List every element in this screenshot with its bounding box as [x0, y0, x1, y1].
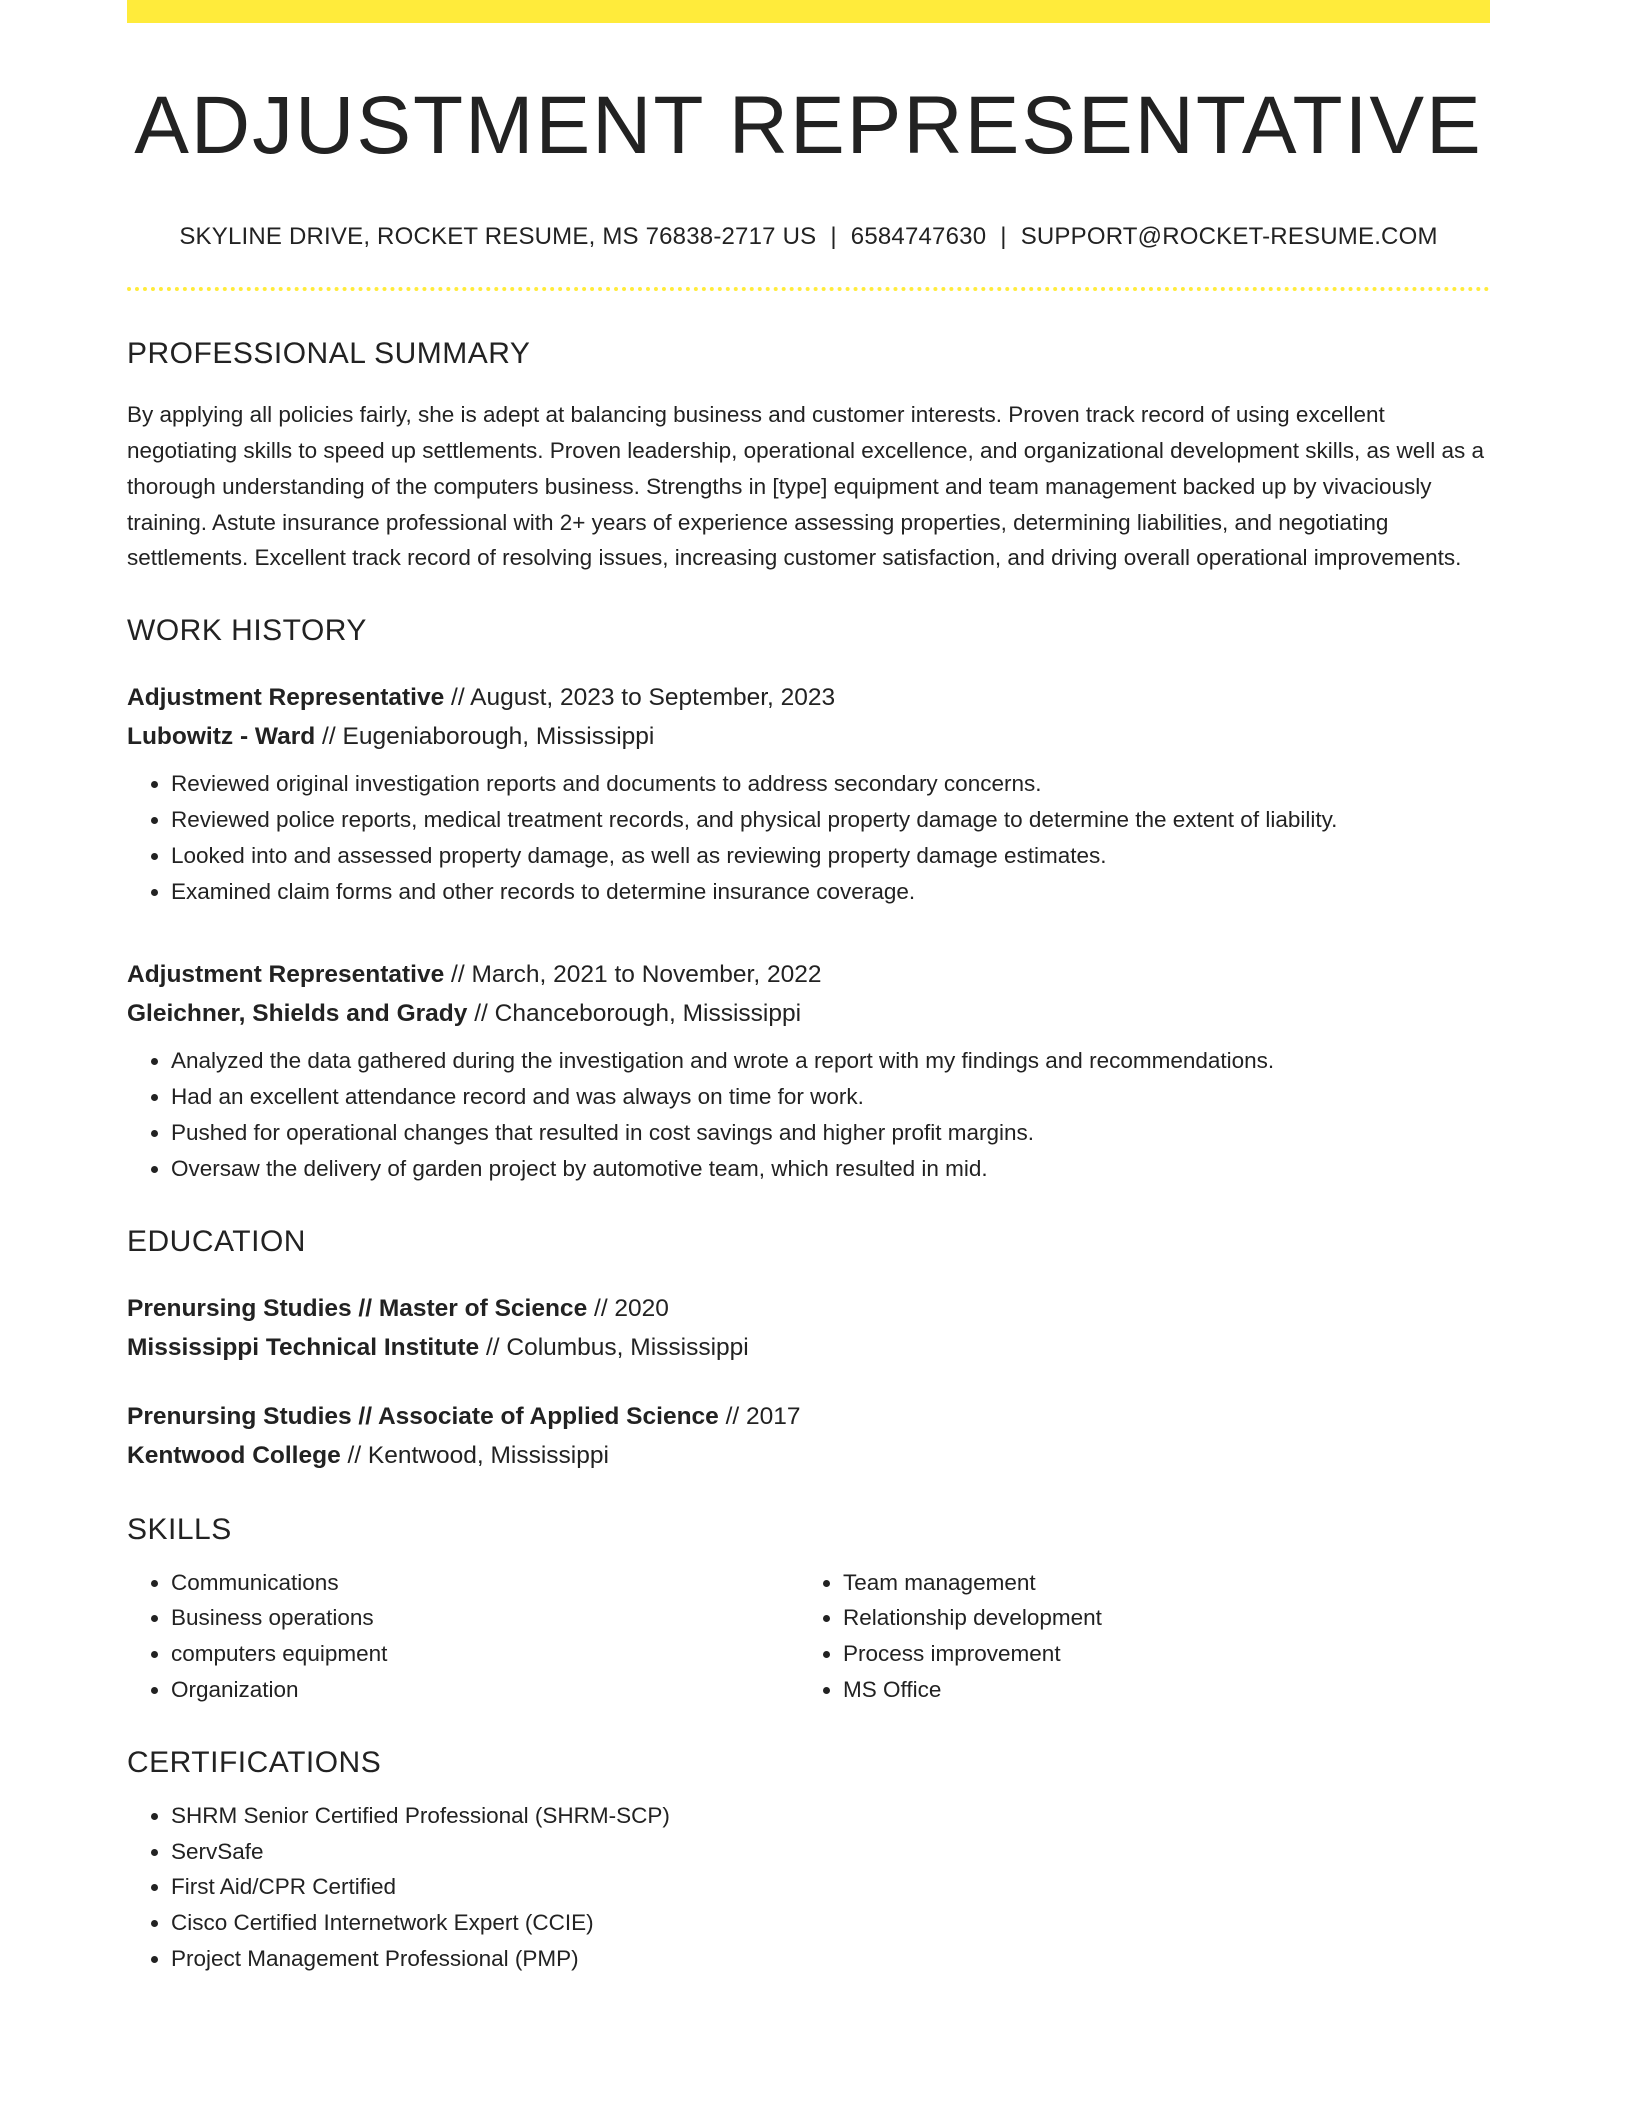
summary-text: By applying all policies fairly, she is adept at balancing business and customer interests. Proven track record of using excellent negotiating skills to speed up settlements. Proven leadership, operational excellence, and organizational development skills, as well as a thorough understanding of the computers business. Strengths in [type] equipment and team management backed up by vivaciously training. Astute insurance professional with 2+ years of experience assessing properties, determining liabilities, and negotiating settlements. Excellent track record of resolving issues, increasing customer satisfaction, and driving overall operational improvements. [127, 402, 1485, 571]
resume-page [127, 0, 1490, 1977]
education-entry [127, 1289, 1490, 1367]
job-bullets [127, 766, 1490, 909]
skill-item: • Organization [171, 1672, 799, 1708]
contact-email: SUPPORT@ROCKET-RESUME.COM [1020, 223, 1438, 251]
job-dates: // August, 2023 to September, 2023 [444, 684, 836, 712]
job-bullet: • Looked into and assessed property damage, as well as reviewing property damage estimates. [171, 838, 1490, 874]
certifications-list [127, 1798, 1490, 1977]
skills-column-right [799, 1565, 1471, 1708]
job-entry [127, 955, 1490, 1186]
job-bullet: • Had an excellent attendance record and was always on time for work. [171, 1079, 1490, 1115]
skill-item: • Relationship development [843, 1600, 1471, 1636]
job-bullet: • Reviewed original investigation reports and documents to address secondary concerns. [171, 766, 1490, 802]
education-entry [127, 1397, 1490, 1475]
skill-item: • Process improvement [843, 1636, 1471, 1672]
job-bullet: • Analyzed the data gathered during the investigation and wrote a report with my findings and recommendations. [171, 1043, 1490, 1079]
education-heading: EDUCATION [127, 1224, 306, 1258]
job-bullets [127, 1043, 1490, 1186]
education-year: // 2020 [587, 1294, 669, 1322]
contact-phone: 6584747630 [850, 223, 987, 251]
skills-column-left [127, 1565, 799, 1708]
job-location: // Chanceborough, Mississippi [467, 1000, 802, 1028]
skills-heading: SKILLS [127, 1512, 232, 1546]
dotted-divider [127, 287, 1490, 291]
education-school: Mississippi Technical Institute [127, 1333, 480, 1361]
job-company-line [127, 717, 1490, 756]
job-bullet: • Reviewed police reports, medical treatment records, and physical property damage to determine the extent of liability. [171, 802, 1490, 838]
skill-item: • Team management [843, 1565, 1471, 1601]
certification-item: • Project Management Professional (PMP) [171, 1941, 1490, 1977]
job-bullet: • Pushed for operational changes that resulted in cost savings and higher profit margins. [171, 1115, 1490, 1151]
job-company-line [127, 994, 1490, 1033]
accent-bar [127, 0, 1490, 23]
job-company: Gleichner, Shields and Grady [127, 1000, 468, 1028]
education-degree-line [127, 1289, 1490, 1328]
certification-bullets [127, 1798, 1490, 1977]
education-degree: Prenursing Studies // Master of Science [127, 1294, 588, 1322]
contact-separator: | [1000, 223, 1007, 251]
education-school: Kentwood College [127, 1441, 341, 1469]
summary-heading: PROFESSIONAL SUMMARY [127, 337, 531, 371]
job-role: Adjustment Representative [127, 961, 445, 989]
job-location: // Eugeniaborough, Mississippi [315, 723, 655, 751]
education-location: // Kentwood, Mississippi [340, 1441, 609, 1469]
education-location: // Columbus, Mississippi [479, 1333, 749, 1361]
certifications-heading: CERTIFICATIONS [127, 1745, 382, 1779]
education-school-line [127, 1436, 1490, 1475]
work-history-heading: WORK HISTORY [127, 614, 367, 648]
job-role: Adjustment Representative [127, 684, 445, 712]
skill-item: • computers equipment [171, 1636, 799, 1672]
skill-item: • Communications [171, 1565, 799, 1601]
contact-separator: | [830, 223, 837, 251]
certification-item: • ServSafe [171, 1834, 1490, 1870]
job-role-line [127, 955, 1490, 994]
job-company: Lubowitz - Ward [127, 723, 316, 751]
education-degree-line [127, 1397, 1490, 1436]
job-bullet: • Examined claim forms and other records to determine insurance coverage. [171, 874, 1490, 910]
contact-address: SKYLINE DRIVE, ROCKET RESUME, MS 76838-2717 US [179, 223, 817, 251]
job-entry [127, 678, 1490, 909]
job-role-line [127, 678, 1490, 717]
skills-grid [127, 1565, 1490, 1708]
job-dates: // March, 2021 to November, 2022 [444, 961, 822, 989]
contact-line [127, 223, 1490, 251]
certification-item: • First Aid/CPR Certified [171, 1869, 1490, 1905]
skill-item: • Business operations [171, 1600, 799, 1636]
candidate-title: ADJUSTMENT REPRESENTATIVE [134, 80, 1483, 171]
education-degree: Prenursing Studies // Associate of Applied Science [127, 1402, 719, 1430]
education-school-line [127, 1328, 1490, 1367]
certification-item: • SHRM Senior Certified Professional (SHRM-SCP) [171, 1798, 1490, 1834]
skill-item: • MS Office [843, 1672, 1471, 1708]
job-bullet: • Oversaw the delivery of garden project by automotive team, which resulted in mid. [171, 1151, 1490, 1187]
certification-item: • Cisco Certified Internetwork Expert (CCIE) [171, 1905, 1490, 1941]
education-year: // 2017 [718, 1402, 801, 1430]
